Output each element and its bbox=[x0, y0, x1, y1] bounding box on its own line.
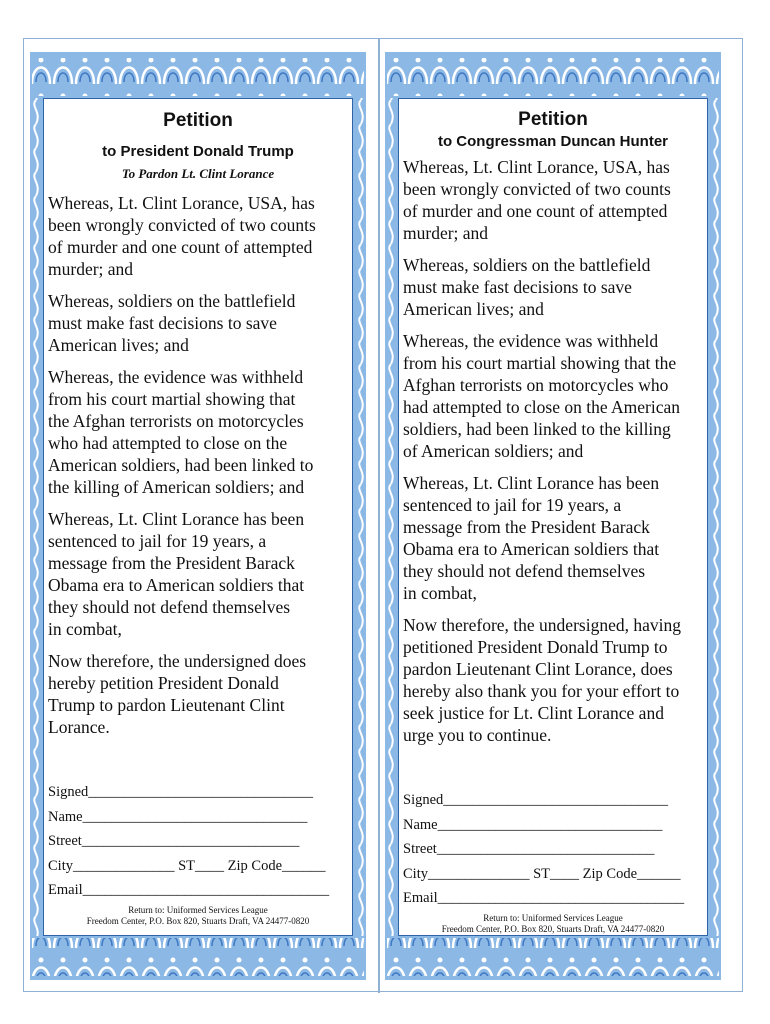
whereas-paragraph: Whereas, Lt. Clint Lorance, USA, has been wrongly convicted of two counts of murder and one count of attempted murder; and bbox=[403, 157, 671, 243]
petition-title: Petition bbox=[163, 110, 233, 131]
name-line[interactable]: Name_______________________________ bbox=[403, 816, 663, 833]
return-address-line2: Freedom Center, P.O. Box 820, Stuarts Draft, VA 24477-0820 bbox=[441, 923, 665, 934]
whereas-paragraph: Whereas, Lt. Clint Lorance, USA, has been wrongly convicted of two counts of murder and one count of attempted murder; and bbox=[48, 193, 316, 279]
return-address-line1: Return to: Uniformed Services League bbox=[483, 912, 623, 923]
petition-purpose: To Pardon Lt. Clint Lorance bbox=[121, 166, 275, 181]
email-line[interactable]: Email__________________________________ bbox=[403, 890, 685, 906]
whereas-paragraph: Whereas, the evidence was withheld from his court martial showing that the Afghan terrorists on motorcycles who had attempted to close on the American soldiers, had been linked to the killing of American soldiers; and bbox=[403, 331, 680, 461]
whereas-paragraph: Whereas, soldiers on the battlefield must make fast decisions to save American lives; and bbox=[403, 255, 651, 319]
petition-recipient: to Congressman Duncan Hunter bbox=[437, 133, 669, 150]
petition-card-left bbox=[30, 52, 366, 980]
resolution-paragraph: Now therefore, the undersigned does hereby petition President Donald Trump to pardon Lieutenant Clint Lorance. bbox=[48, 651, 307, 737]
petition-recipient: to President Donald Trump bbox=[102, 143, 294, 160]
petition-body-left bbox=[43, 98, 353, 936]
city-state-zip-line[interactable]: City______________ ST____ Zip Code______ bbox=[403, 865, 681, 882]
cut-line bbox=[378, 38, 380, 993]
street-line[interactable]: Street______________________________ bbox=[48, 833, 300, 849]
return-address-line1: Return to: Uniformed Services League bbox=[128, 904, 268, 915]
name-line[interactable]: Name_______________________________ bbox=[48, 808, 308, 825]
return-address-line2: Freedom Center, P.O. Box 820, Stuarts Draft, VA 24477-0820 bbox=[86, 915, 310, 926]
whereas-paragraph: Whereas, soldiers on the battlefield must make fast decisions to save American lives; and bbox=[48, 291, 296, 355]
signed-line[interactable]: Signed_______________________________ bbox=[48, 784, 314, 800]
petition-card-right bbox=[385, 52, 721, 980]
whereas-paragraph: Whereas, Lt. Clint Lorance has been sentenced to jail for 19 years, a message from the President Barack Obama era to American soldiers that they should not defend themselves in combat, bbox=[48, 509, 305, 639]
street-line[interactable]: Street______________________________ bbox=[403, 841, 655, 857]
whereas-paragraph: Whereas, Lt. Clint Lorance has been sentenced to jail for 19 years, a message from the President Barack Obama era to American soldiers that they should not defend themselves in combat, bbox=[403, 473, 660, 603]
city-state-zip-line[interactable]: City______________ ST____ Zip Code______ bbox=[48, 857, 326, 874]
petition-title: Petition bbox=[518, 109, 588, 130]
whereas-paragraph: Whereas, the evidence was withheld from his court martial showing that the Afghan terrorists on motorcycles who had attempted to close on the American soldiers, had been linked to the killing of American soldiers; and bbox=[48, 367, 314, 497]
signed-line[interactable]: Signed_______________________________ bbox=[403, 792, 669, 808]
resolution-paragraph: Now therefore, the undersigned, having petitioned President Donald Trump to pardon Lieutenant Clint Lorance, does hereby also thank you for your effort to seek justice for Lt. Clint Lorance and urge you to continue. bbox=[403, 615, 681, 745]
email-line[interactable]: Email__________________________________ bbox=[48, 882, 330, 898]
petition-body-right bbox=[398, 98, 708, 936]
